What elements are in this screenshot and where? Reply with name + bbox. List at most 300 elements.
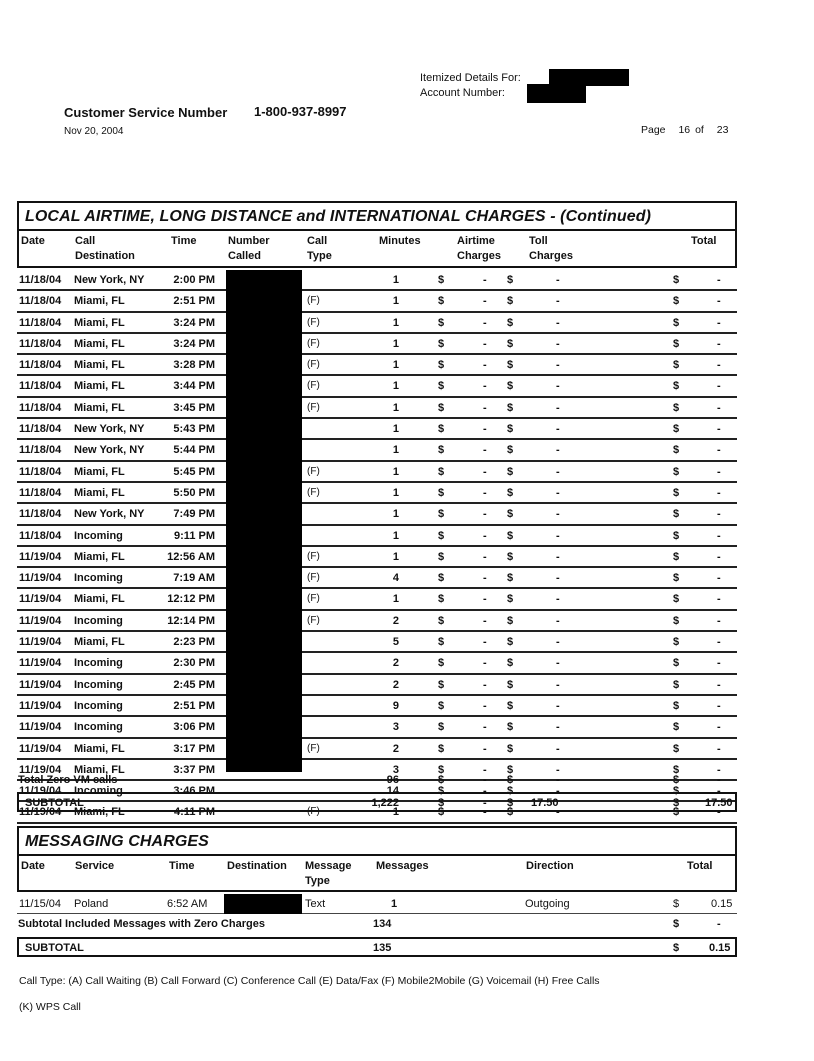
col-airtime-charges-1: Airtime xyxy=(457,235,495,247)
airtime-charge: - xyxy=(483,295,487,308)
statement-date: Nov 20, 2004 xyxy=(64,126,124,137)
call-date: 11/19/04 xyxy=(19,678,62,691)
call-minutes: 1 xyxy=(392,401,399,414)
call-destination: New York, NY xyxy=(74,444,145,457)
call-total: - xyxy=(717,359,721,372)
airtime-charge: - xyxy=(483,401,487,414)
call-row xyxy=(17,355,737,376)
call-row xyxy=(17,291,737,312)
call-type: (F) xyxy=(307,359,320,371)
total-currency: $ xyxy=(673,785,680,798)
call-date: 11/19/04 xyxy=(19,550,62,563)
airtime-charge: - xyxy=(483,636,487,649)
toll-currency: $ xyxy=(507,614,514,627)
call-total: - xyxy=(717,486,721,499)
total-currency: $ xyxy=(673,486,680,499)
call-total: - xyxy=(717,614,721,627)
call-destination: Incoming xyxy=(74,785,123,798)
call-destination: Incoming xyxy=(74,678,123,691)
call-row xyxy=(17,653,737,674)
total-currency: $ xyxy=(673,657,680,670)
call-type: (F) xyxy=(307,486,320,498)
airtime-currency: $ xyxy=(438,699,445,712)
redacted-number-called-column xyxy=(226,270,302,772)
toll-currency: $ xyxy=(507,742,514,755)
call-date: 11/18/04 xyxy=(19,295,62,308)
call-date: 11/18/04 xyxy=(19,465,62,478)
call-row xyxy=(17,313,737,334)
call-total: - xyxy=(717,657,721,670)
account-number-label: Account Number: xyxy=(420,87,505,99)
airtime-currency: $ xyxy=(438,806,445,819)
col-number-called-2: Called xyxy=(228,250,262,262)
airtime-charge: - xyxy=(483,806,487,819)
airtime-charge: - xyxy=(483,721,487,734)
airtime-currency: $ xyxy=(438,785,445,798)
call-row xyxy=(17,696,737,717)
call-minutes: 2 xyxy=(392,614,399,627)
total-currency: $ xyxy=(673,508,680,521)
call-date: 11/19/04 xyxy=(19,763,62,776)
toll-charge: - xyxy=(556,529,560,542)
airtime-currency: $ xyxy=(438,401,445,414)
call-row xyxy=(17,611,737,632)
toll-currency: $ xyxy=(507,359,514,372)
call-destination: New York, NY xyxy=(74,508,145,521)
airtime-currency: $ xyxy=(438,316,445,329)
toll-currency: $ xyxy=(507,550,514,563)
calls-section-header xyxy=(17,201,737,268)
call-date: 11/18/04 xyxy=(19,337,62,350)
airtime-currency: $ xyxy=(438,550,445,563)
toll-currency: $ xyxy=(507,295,514,308)
call-time: 3:17 PM xyxy=(173,742,215,755)
call-type: (F) xyxy=(307,806,320,818)
call-total: - xyxy=(717,742,721,755)
msg-col-destination: Destination xyxy=(227,860,287,872)
toll-currency: $ xyxy=(507,423,514,436)
toll-charge: - xyxy=(556,550,560,563)
zero-vm-minutes: 96 xyxy=(386,774,399,786)
redacted-destination xyxy=(224,894,302,914)
airtime-charge: - xyxy=(483,274,487,286)
total-currency: $ xyxy=(673,380,680,393)
calls-subtotal-row xyxy=(17,792,737,812)
airtime-charge: - xyxy=(483,444,487,457)
call-type: (F) xyxy=(307,465,320,477)
message-service: Poland xyxy=(74,898,109,910)
call-row xyxy=(17,739,737,760)
calls-subtotal-minutes: 1,222 xyxy=(371,797,399,809)
call-date: 11/19/04 xyxy=(19,657,62,670)
msg-col-message-type-2: Type xyxy=(305,875,330,887)
airtime-currency: $ xyxy=(438,423,445,436)
call-destination: Incoming xyxy=(74,572,123,585)
airtime-currency: $ xyxy=(438,444,445,457)
toll-currency: $ xyxy=(507,380,514,393)
airtime-charge: - xyxy=(483,678,487,691)
call-type: (F) xyxy=(307,295,320,307)
call-time: 5:50 PM xyxy=(173,486,215,499)
airtime-charge: - xyxy=(483,550,487,563)
airtime-currency: $ xyxy=(438,657,445,670)
airtime-currency: $ xyxy=(438,614,445,627)
toll-currency: $ xyxy=(507,763,514,776)
call-minutes: 1 xyxy=(392,593,399,606)
messaging-zero-count: 134 xyxy=(373,918,392,930)
call-minutes: 1 xyxy=(392,508,399,521)
call-type-legend-line-1: Call Type: (A) Call Waiting (B) Call Forward (C) Conference Call (E) Data/Fax (F) Mobile2Mobile (G) Voicemail (H) Free Calls xyxy=(19,975,600,987)
calls-section-title: LOCAL AIRTIME, LONG DISTANCE and INTERNATIONAL CHARGES - (Continued) xyxy=(25,208,652,225)
call-type: (F) xyxy=(307,380,320,392)
toll-charge: - xyxy=(556,444,560,457)
call-type: (F) xyxy=(307,572,320,584)
calls-subtotal-total-currency: $ xyxy=(673,797,680,809)
call-date: 11/19/04 xyxy=(19,785,62,798)
col-total: Total xyxy=(691,235,717,247)
zero-vm-air: - xyxy=(483,774,487,786)
call-time: 12:14 PM xyxy=(167,614,215,627)
toll-charge: - xyxy=(556,785,560,798)
zero-vm-toll-currency: $ xyxy=(507,774,514,786)
airtime-charge: - xyxy=(483,423,487,436)
total-currency: $ xyxy=(673,593,680,606)
call-minutes: 1 xyxy=(392,274,399,286)
col-time: Time xyxy=(171,235,197,247)
message-total-currency: $ xyxy=(673,898,680,910)
total-currency: $ xyxy=(673,636,680,649)
call-total: - xyxy=(717,444,721,457)
toll-currency: $ xyxy=(507,486,514,499)
call-time: 5:45 PM xyxy=(173,465,215,478)
call-total: - xyxy=(717,465,721,478)
redacted-account-number xyxy=(527,84,586,103)
messaging-zero-total: - xyxy=(717,918,721,930)
calls-subtotal-total: 17.50 xyxy=(705,797,733,809)
call-minutes: 1 xyxy=(392,316,399,329)
toll-charge: - xyxy=(556,295,560,308)
call-time: 3:37 PM xyxy=(173,763,215,776)
zero-vm-air-currency: $ xyxy=(438,774,445,786)
toll-currency: $ xyxy=(507,593,514,606)
call-total: - xyxy=(717,295,721,308)
messaging-zero-row xyxy=(17,916,737,934)
call-destination: Miami, FL xyxy=(74,742,125,755)
call-row xyxy=(17,483,737,504)
page-total: 23 xyxy=(716,124,729,136)
call-total: - xyxy=(717,550,721,563)
call-destination: Miami, FL xyxy=(74,593,125,606)
messaging-subtotal-label: SUBTOTAL xyxy=(25,942,84,954)
message-row xyxy=(17,894,737,914)
calls-subtotal-air-currency: $ xyxy=(438,797,445,809)
call-minutes: 1 xyxy=(392,337,399,350)
call-minutes: 1 xyxy=(392,465,399,478)
call-date: 11/18/04 xyxy=(19,486,62,499)
call-destination: Miami, FL xyxy=(74,295,125,308)
toll-charge: - xyxy=(556,572,560,585)
toll-charge: - xyxy=(556,337,560,350)
call-row xyxy=(17,547,737,568)
total-currency: $ xyxy=(673,742,680,755)
col-toll-charges-2: Charges xyxy=(529,250,574,262)
airtime-currency: $ xyxy=(438,763,445,776)
call-time: 3:24 PM xyxy=(173,316,215,329)
call-time: 3:46 PM xyxy=(173,785,215,798)
call-type-legend-line-2: (K) WPS Call xyxy=(19,1001,81,1013)
call-minutes: 1 xyxy=(392,359,399,372)
toll-currency: $ xyxy=(507,657,514,670)
airtime-currency: $ xyxy=(438,572,445,585)
call-destination: Incoming xyxy=(74,614,123,627)
call-minutes: 3 xyxy=(392,763,399,776)
airtime-charge: - xyxy=(483,593,487,606)
total-currency: $ xyxy=(673,572,680,585)
col-number-called-1: Number xyxy=(228,235,270,247)
col-airtime-charges-2: Charges xyxy=(457,250,502,262)
airtime-charge: - xyxy=(483,465,487,478)
call-row xyxy=(17,419,737,440)
toll-currency: $ xyxy=(507,508,514,521)
airtime-charge: - xyxy=(483,614,487,627)
airtime-charge: - xyxy=(483,742,487,755)
call-destination: Miami, FL xyxy=(74,401,125,414)
calls-subtotal-toll-currency: $ xyxy=(507,797,514,809)
call-time: 3:44 PM xyxy=(173,380,215,393)
call-time: 3:45 PM xyxy=(173,401,215,414)
customer-service-number: 1-800-937-8997 xyxy=(254,104,347,119)
itemized-details-label: Itemized Details For: xyxy=(420,72,521,84)
total-currency: $ xyxy=(673,274,680,286)
call-minutes: 1 xyxy=(392,380,399,393)
call-destination: New York, NY xyxy=(74,423,145,436)
call-destination: Miami, FL xyxy=(74,337,125,350)
call-total: - xyxy=(717,423,721,436)
messaging-subtotal-currency: $ xyxy=(673,942,680,954)
call-total: - xyxy=(717,529,721,542)
messaging-section-title: MESSAGING CHARGES xyxy=(25,833,209,850)
airtime-charge: - xyxy=(483,380,487,393)
call-destination: Miami, FL xyxy=(74,316,125,329)
msg-col-message-type-1: Message xyxy=(305,860,352,872)
airtime-currency: $ xyxy=(438,529,445,542)
airtime-currency: $ xyxy=(438,636,445,649)
airtime-currency: $ xyxy=(438,486,445,499)
call-total: - xyxy=(717,316,721,329)
call-minutes: 3 xyxy=(392,721,399,734)
toll-charge: - xyxy=(556,359,560,372)
call-minutes: 1 xyxy=(392,806,399,819)
toll-charge: - xyxy=(556,465,560,478)
call-total: - xyxy=(717,721,721,734)
calls-subtotal-toll: 17.50 xyxy=(531,797,559,809)
toll-charge: - xyxy=(556,380,560,393)
call-row xyxy=(17,398,737,419)
call-row xyxy=(17,334,737,355)
call-type: (F) xyxy=(307,742,320,754)
total-currency: $ xyxy=(673,678,680,691)
toll-charge: - xyxy=(556,423,560,436)
col-call-destination-1: Call xyxy=(75,235,96,247)
col-call-destination-2: Destination xyxy=(75,250,135,262)
toll-currency: $ xyxy=(507,636,514,649)
call-time: 2:51 PM xyxy=(173,699,215,712)
call-total: - xyxy=(717,699,721,712)
call-destination: Incoming xyxy=(74,721,123,734)
airtime-currency: $ xyxy=(438,721,445,734)
call-destination: Incoming xyxy=(74,529,123,542)
total-currency: $ xyxy=(673,614,680,627)
zero-vm-toll: - xyxy=(556,774,560,786)
msg-col-messages: Messages xyxy=(376,860,429,872)
toll-currency: $ xyxy=(507,401,514,414)
call-date: 11/19/04 xyxy=(19,593,62,606)
toll-charge: - xyxy=(556,401,560,414)
call-destination: Miami, FL xyxy=(74,486,125,499)
calls-column-headers xyxy=(19,229,735,269)
call-row xyxy=(17,462,737,483)
airtime-charge: - xyxy=(483,657,487,670)
toll-currency: $ xyxy=(507,806,514,819)
call-date: 11/19/04 xyxy=(19,699,62,712)
zero-vm-total-currency: $ xyxy=(673,774,680,786)
call-total: - xyxy=(717,401,721,414)
toll-currency: $ xyxy=(507,529,514,542)
total-currency: $ xyxy=(673,444,680,457)
call-minutes: 1 xyxy=(392,295,399,308)
call-date: 11/19/04 xyxy=(19,572,62,585)
toll-charge: - xyxy=(556,508,560,521)
toll-charge: - xyxy=(556,699,560,712)
col-toll-charges-1: Toll xyxy=(529,235,548,247)
call-type: (F) xyxy=(307,550,320,562)
messaging-table-body xyxy=(17,894,737,914)
airtime-charge: - xyxy=(483,316,487,329)
toll-currency: $ xyxy=(507,274,514,286)
messaging-section-header xyxy=(17,826,737,892)
call-row xyxy=(17,632,737,653)
call-destination: Miami, FL xyxy=(74,550,125,563)
toll-currency: $ xyxy=(507,721,514,734)
total-currency: $ xyxy=(673,721,680,734)
toll-charge: - xyxy=(556,763,560,776)
call-date: 11/18/04 xyxy=(19,359,62,372)
call-minutes: 2 xyxy=(392,678,399,691)
calls-subtotal-air: - xyxy=(483,797,487,809)
airtime-currency: $ xyxy=(438,380,445,393)
airtime-charge: - xyxy=(483,529,487,542)
airtime-currency: $ xyxy=(438,742,445,755)
call-date: 11/18/04 xyxy=(19,380,62,393)
total-currency: $ xyxy=(673,401,680,414)
call-time: 5:43 PM xyxy=(173,423,215,436)
call-time: 7:19 AM xyxy=(173,572,215,585)
call-date: 11/18/04 xyxy=(19,316,62,329)
toll-currency: $ xyxy=(507,316,514,329)
call-time: 12:56 AM xyxy=(167,550,215,563)
airtime-charge: - xyxy=(483,359,487,372)
call-total: - xyxy=(717,508,721,521)
toll-charge: - xyxy=(556,721,560,734)
airtime-charge: - xyxy=(483,508,487,521)
message-type: Text xyxy=(305,898,326,910)
toll-charge: - xyxy=(556,636,560,649)
page-current: 16 xyxy=(678,124,691,136)
call-time: 7:49 PM xyxy=(173,508,215,521)
total-currency: $ xyxy=(673,465,680,478)
toll-charge: - xyxy=(556,486,560,499)
zero-vm-label: Total Zero VM calls xyxy=(18,774,118,786)
toll-charge: - xyxy=(556,806,560,819)
call-total: - xyxy=(717,337,721,350)
call-type: (F) xyxy=(307,337,320,349)
call-time: 12:12 PM xyxy=(167,593,215,606)
message-total: 0.15 xyxy=(711,898,733,910)
msg-col-time: Time xyxy=(169,860,195,872)
call-destination: Incoming xyxy=(74,699,123,712)
total-currency: $ xyxy=(673,763,680,776)
toll-charge: - xyxy=(556,316,560,329)
call-minutes: 1 xyxy=(392,550,399,563)
messaging-subtotal-row xyxy=(17,937,737,957)
message-time: 6:52 AM xyxy=(167,898,208,910)
call-row xyxy=(17,504,737,525)
call-date: 11/19/04 xyxy=(19,806,62,819)
total-currency: $ xyxy=(673,423,680,436)
call-minutes: 4 xyxy=(392,572,399,585)
toll-currency: $ xyxy=(507,678,514,691)
airtime-currency: $ xyxy=(438,678,445,691)
call-minutes: 1 xyxy=(392,444,399,457)
call-type: (F) xyxy=(307,614,320,626)
total-currency: $ xyxy=(673,699,680,712)
call-type: (F) xyxy=(307,316,320,328)
col-call-type-1: Call xyxy=(307,235,328,247)
toll-charge: - xyxy=(556,742,560,755)
message-direction: Outgoing xyxy=(525,898,570,910)
airtime-charge: - xyxy=(483,699,487,712)
call-time: 2:51 PM xyxy=(173,295,215,308)
page-of: of xyxy=(695,124,704,136)
toll-charge: - xyxy=(556,274,560,286)
call-destination: New York, NY xyxy=(74,274,145,286)
total-currency: $ xyxy=(673,529,680,542)
call-date: 11/18/04 xyxy=(19,444,62,457)
airtime-currency: $ xyxy=(438,593,445,606)
messaging-subtotal-count: 135 xyxy=(373,942,392,954)
call-destination: Miami, FL xyxy=(74,359,125,372)
call-date: 11/18/04 xyxy=(19,401,62,414)
call-time: 2:23 PM xyxy=(173,636,215,649)
airtime-currency: $ xyxy=(438,274,445,286)
call-date: 11/19/04 xyxy=(19,636,62,649)
page-label: Page xyxy=(641,124,666,136)
call-type: (F) xyxy=(307,593,320,605)
airtime-currency: $ xyxy=(438,465,445,478)
toll-currency: $ xyxy=(507,337,514,350)
airtime-currency: $ xyxy=(438,295,445,308)
customer-service-label: Customer Service Number xyxy=(64,105,228,120)
call-minutes: 1 xyxy=(392,486,399,499)
col-call-type-2: Type xyxy=(307,250,332,262)
call-date: 11/18/04 xyxy=(19,529,62,542)
call-row xyxy=(17,717,737,738)
call-date: 11/19/04 xyxy=(19,614,62,627)
call-minutes: 1 xyxy=(392,423,399,436)
messaging-column-headers xyxy=(19,854,735,893)
toll-charge: - xyxy=(556,593,560,606)
call-date: 11/18/04 xyxy=(19,508,62,521)
